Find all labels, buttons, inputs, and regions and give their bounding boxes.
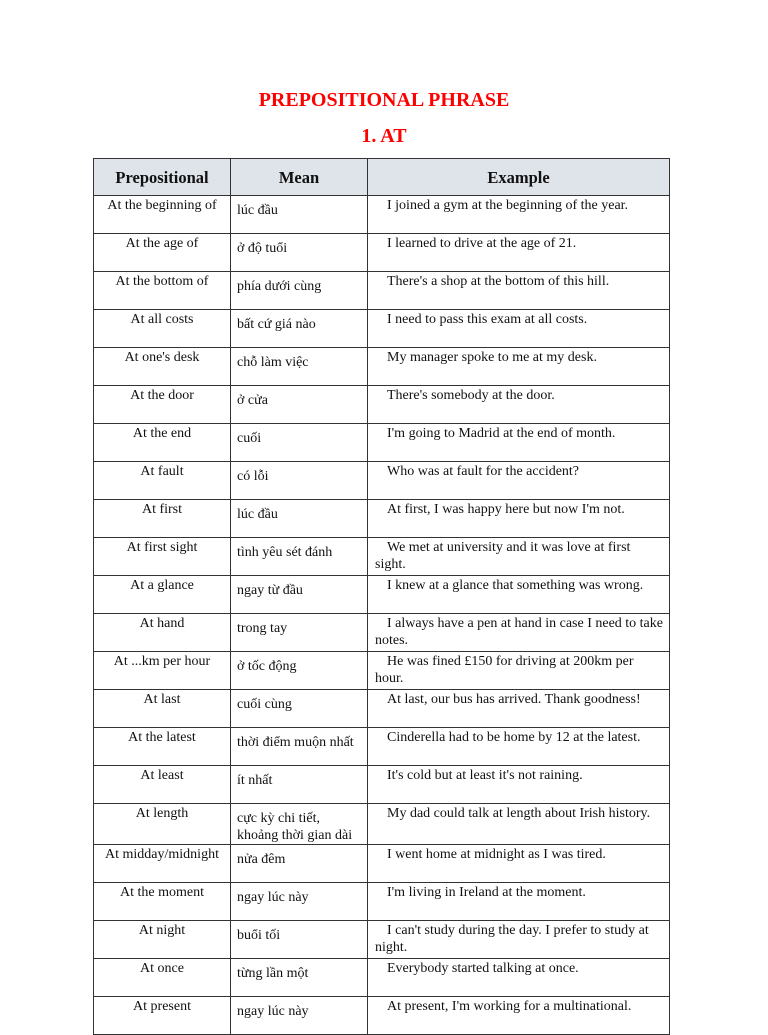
prepositional-cell: At hand	[94, 614, 231, 652]
table-row	[94, 576, 670, 614]
example-cell: I can't study during the day. I prefer to study at night.	[368, 921, 670, 959]
meaning-cell: ngay lúc này	[231, 883, 368, 921]
header-row	[94, 159, 670, 196]
table-row	[94, 690, 670, 728]
page-title: PREPOSITIONAL PHRASE	[258, 89, 510, 111]
example-cell: Cinderella had to be home by 12 at the latest.	[368, 728, 670, 766]
example-cell: I joined a gym at the beginning of the year.	[368, 196, 670, 234]
header-mean: Mean	[231, 159, 368, 196]
prepositions-table	[93, 158, 670, 1035]
meaning-cell: chỗ làm việc	[231, 348, 368, 386]
prepositional-cell: At the end	[94, 424, 231, 462]
table-row	[94, 538, 670, 576]
section-title: 1. AT	[361, 125, 407, 147]
example-cell: We met at university and it was love at first sight.	[368, 538, 670, 576]
prepositional-cell: At length	[94, 804, 231, 845]
table-row	[94, 804, 670, 845]
table-row	[94, 652, 670, 690]
table-row	[94, 386, 670, 424]
prepositional-cell: At the beginning of	[94, 196, 231, 234]
meaning-cell: ở độ tuổi	[231, 234, 368, 272]
table-row	[94, 310, 670, 348]
table-row	[94, 614, 670, 652]
example-cell: I always have a pen at hand in case I need to take notes.	[368, 614, 670, 652]
example-cell: Who was at fault for the accident?	[368, 462, 670, 500]
table-row	[94, 234, 670, 272]
example-cell: I knew at a glance that something was wrong.	[368, 576, 670, 614]
header-prepositional: Prepositional	[94, 159, 231, 196]
example-cell: At last, our bus has arrived. Thank goodness!	[368, 690, 670, 728]
prepositional-cell: At ...km per hour	[94, 652, 231, 690]
example-cell: My manager spoke to me at my desk.	[368, 348, 670, 386]
table-row	[94, 728, 670, 766]
meaning-cell: bất cứ giá nào	[231, 310, 368, 348]
table-row	[94, 921, 670, 959]
prepositional-cell: At the age of	[94, 234, 231, 272]
example-cell: There's somebody at the door.	[368, 386, 670, 424]
meaning-cell: lúc đầu	[231, 500, 368, 538]
example-cell: It's cold but at least it's not raining.	[368, 766, 670, 804]
meaning-cell: phía dưới cùng	[231, 272, 368, 310]
prepositional-cell: At first sight	[94, 538, 231, 576]
prepositional-cell: At present	[94, 997, 231, 1035]
example-cell: Everybody started talking at once.	[368, 959, 670, 997]
table-row	[94, 272, 670, 310]
prepositional-cell: At the door	[94, 386, 231, 424]
prepositional-cell: At night	[94, 921, 231, 959]
header-example: Example	[368, 159, 670, 196]
example-cell: I need to pass this exam at all costs.	[368, 310, 670, 348]
example-cell: I learned to drive at the age of 21.	[368, 234, 670, 272]
table-row	[94, 766, 670, 804]
table-row	[94, 196, 670, 234]
prepositional-cell: At midday/midnight	[94, 845, 231, 883]
table-row	[94, 883, 670, 921]
meaning-cell: cực kỳ chi tiết, khoảng thời gian dài	[231, 804, 368, 845]
example-cell: There's a shop at the bottom of this hill.	[368, 272, 670, 310]
example-cell: I went home at midnight as I was tired.	[368, 845, 670, 883]
meaning-cell: cuối	[231, 424, 368, 462]
table-body	[94, 196, 670, 1035]
table-row	[94, 348, 670, 386]
prepositional-cell: At the latest	[94, 728, 231, 766]
example-cell: I'm going to Madrid at the end of month.	[368, 424, 670, 462]
prepositional-cell: At one's desk	[94, 348, 231, 386]
meaning-cell: cuối cùng	[231, 690, 368, 728]
prepositional-cell: At last	[94, 690, 231, 728]
table-row	[94, 500, 670, 538]
prepositional-cell: At least	[94, 766, 231, 804]
meaning-cell: tình yêu sét đánh	[231, 538, 368, 576]
table-row	[94, 424, 670, 462]
meaning-cell: ngay từ đầu	[231, 576, 368, 614]
meaning-cell: ở tốc động	[231, 652, 368, 690]
meaning-cell: buổi tối	[231, 921, 368, 959]
meaning-cell: có lỗi	[231, 462, 368, 500]
example-cell: At first, I was happy here but now I'm not.	[368, 500, 670, 538]
meaning-cell: ngay lúc này	[231, 997, 368, 1035]
example-cell: My dad could talk at length about Irish history.	[368, 804, 670, 845]
meaning-cell: thời điểm muộn nhất	[231, 728, 368, 766]
meaning-cell: trong tay	[231, 614, 368, 652]
meaning-cell: ở cửa	[231, 386, 368, 424]
prepositional-cell: At first	[94, 500, 231, 538]
meaning-cell: ít nhất	[231, 766, 368, 804]
prepositional-cell: At all costs	[94, 310, 231, 348]
prepositional-cell: At the moment	[94, 883, 231, 921]
prepositional-cell: At fault	[94, 462, 231, 500]
prepositional-cell: At the bottom of	[94, 272, 231, 310]
table-row	[94, 845, 670, 883]
meaning-cell: nửa đêm	[231, 845, 368, 883]
table-row	[94, 959, 670, 997]
example-cell: I'm living in Ireland at the moment.	[368, 883, 670, 921]
table-header	[94, 159, 670, 196]
table-row	[94, 462, 670, 500]
prepositional-cell: At a glance	[94, 576, 231, 614]
meaning-cell: lúc đầu	[231, 196, 368, 234]
example-cell: He was fined £150 for driving at 200km per hour.	[368, 652, 670, 690]
example-cell: At present, I'm working for a multinational.	[368, 997, 670, 1035]
table-row	[94, 997, 670, 1035]
meaning-cell: từng lần một	[231, 959, 368, 997]
prepositional-cell: At once	[94, 959, 231, 997]
